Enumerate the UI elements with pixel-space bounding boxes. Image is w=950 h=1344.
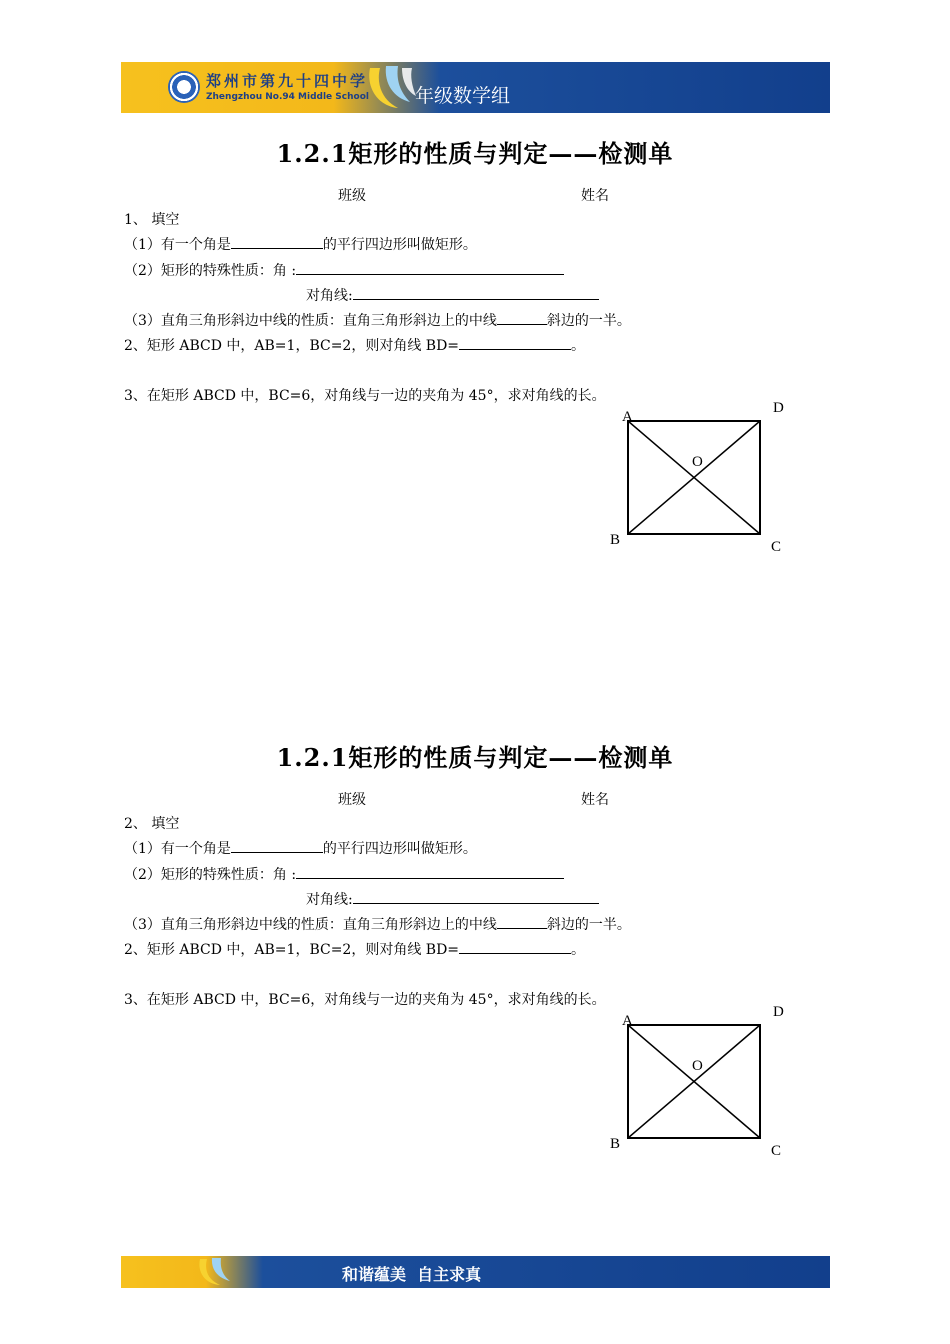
sheet2-problem-3: 3、在矩形 ABCD 中，BC=6，对角线与一边的夹角为 45°，求对角线的长。 [124, 992, 606, 1008]
sheet2-title: 1.2.1矩形的性质与判定——检测单 [276, 743, 674, 772]
sheet2-rectangle-diagram [620, 1017, 770, 1147]
grade-group-label: 年级数学组 [415, 85, 511, 107]
sheet2-q3-blank[interactable] [497, 914, 547, 929]
sheet1-p2-text-end: 。 [571, 338, 586, 354]
sheet1-problem-2 [124, 335, 585, 355]
sheet2-q1-text: （1）有一个角是 [124, 841, 231, 857]
sheet1-name-label: 姓名 [581, 188, 609, 204]
footer-motto: 和谐蕴美 自主求真 [342, 1265, 482, 1284]
sheet1-problem-3: 3、在矩形 ABCD 中，BC=6，对角线与一边的夹角为 45°，求对角线的长。 [124, 388, 606, 404]
sheet2-vertex-c: C [771, 1143, 782, 1159]
sheet2-q2-diag-blank[interactable] [353, 889, 599, 904]
sheet2-vertex-b: B [610, 1136, 621, 1152]
sheet1-q2-angle-blank[interactable] [296, 260, 564, 275]
sheet2-vertex-d: D [773, 1004, 784, 1020]
sheet1-q2-diag-text: 对角线: [306, 288, 353, 304]
sheet2-q2-text: （2）矩形的特殊性质：角 : [124, 867, 297, 883]
sheet1-q2-diag-blank[interactable] [353, 285, 599, 300]
sheet2-question-2 [124, 864, 564, 884]
sheet1-question-1 [124, 234, 477, 254]
sheet2-section-heading: 2、 填空 [124, 816, 180, 832]
sheet1-rectangle-diagram [620, 413, 770, 543]
sheet2-q3-text: （3）直角三角形斜边中线的性质：直角三角形斜边上的中线 [124, 917, 497, 933]
sheet1-p2-blank[interactable] [459, 335, 571, 350]
school-name-cn: 郑州市第九十四中学 [206, 72, 369, 90]
sheet1-question-3 [124, 310, 631, 330]
school-logo-icon [168, 71, 200, 103]
footer-swoosh-icon [196, 1256, 236, 1288]
sheet2-p2-text-end: 。 [571, 942, 586, 958]
sheet1-q2-text: （2）矩形的特殊性质：角 : [124, 263, 297, 279]
sheet2-question-2-diagonal [306, 889, 599, 909]
sheet2-question-3 [124, 914, 631, 934]
sheet1-question-2-diagonal [306, 285, 599, 305]
swoosh-logo-icon [364, 62, 418, 113]
sheet2-p2-text: 2、矩形 ABCD 中，AB=1，BC=2，则对角线 BD= [124, 942, 460, 958]
sheet1-vertex-d: D [773, 400, 784, 416]
sheet2-name-label: 姓名 [581, 792, 609, 808]
sheet2-question-1 [124, 838, 477, 858]
sheet2-center-o: O [692, 1058, 703, 1074]
sheet1-vertex-c: C [771, 539, 782, 555]
sheet1-title: 1.2.1矩形的性质与判定——检测单 [276, 139, 674, 168]
sheet1-q1-text: （1）有一个角是 [124, 237, 231, 253]
sheet2-p2-blank[interactable] [459, 939, 571, 954]
sheet1-section-heading: 1、 填空 [124, 212, 180, 228]
sheet1-q3-text: （3）直角三角形斜边中线的性质：直角三角形斜边上的中线 [124, 313, 497, 329]
sheet1-center-o: O [692, 454, 703, 470]
sheet2-q2-diag-text: 对角线: [306, 892, 353, 908]
sheet1-vertex-b: B [610, 532, 621, 548]
sheet2-q2-angle-blank[interactable] [296, 864, 564, 879]
sheet1-p2-text: 2、矩形 ABCD 中，AB=1，BC=2，则对角线 BD= [124, 338, 460, 354]
sheet2-vertex-a: A [622, 1013, 633, 1029]
sheet1-q1-text-end: 的平行四边形叫做矩形。 [322, 237, 477, 253]
sheet1-question-2 [124, 260, 564, 280]
sheet2-q1-text-end: 的平行四边形叫做矩形。 [322, 841, 477, 857]
sheet1-class-label: 班级 [338, 188, 366, 204]
school-name-en: Zhengzhou No.94 Middle School [206, 92, 369, 102]
sheet2-q1-blank[interactable] [231, 838, 323, 853]
sheet2-problem-2 [124, 939, 585, 959]
sheet1-q3-text-end: 斜边的一半。 [546, 313, 631, 329]
sheet1-q3-blank[interactable] [497, 310, 547, 325]
sheet2-class-label: 班级 [338, 792, 366, 808]
sheet1-q1-blank[interactable] [231, 234, 323, 249]
sheet1-vertex-a: A [622, 409, 633, 425]
sheet2-q3-text-end: 斜边的一半。 [546, 917, 631, 933]
